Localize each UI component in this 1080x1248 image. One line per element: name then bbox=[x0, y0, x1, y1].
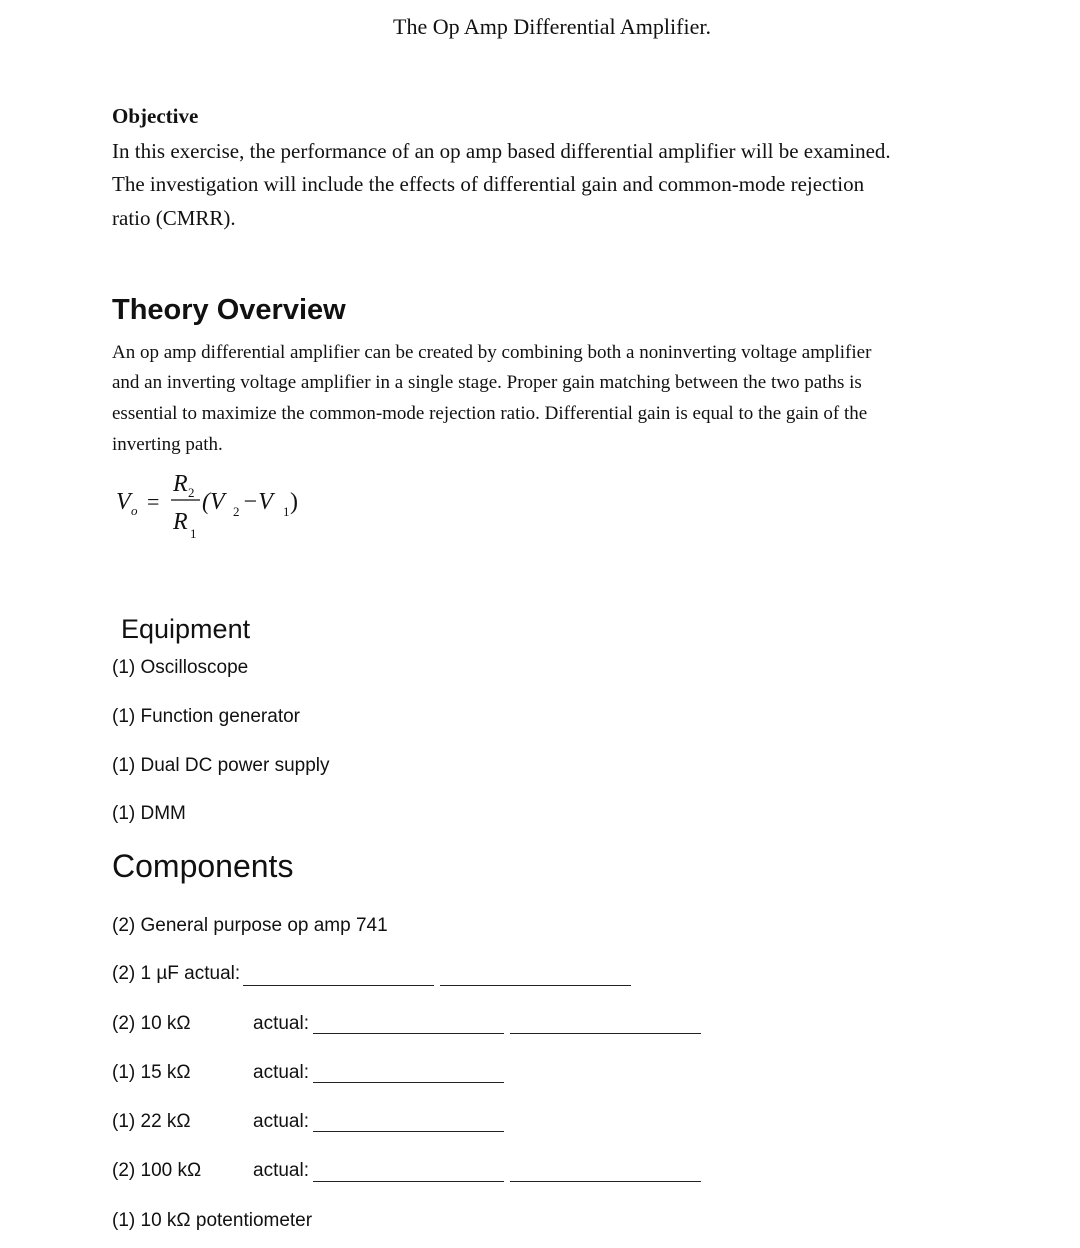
resistor-label: (1) 22 kΩ bbox=[112, 1111, 191, 1132]
actual-label: actual: bbox=[253, 1160, 309, 1181]
actual-label: actual: bbox=[253, 1111, 309, 1132]
components-heading: Components bbox=[112, 848, 294, 884]
resistor-label: (2) 100 kΩ bbox=[112, 1160, 202, 1181]
theory-heading: Theory Overview bbox=[112, 294, 346, 326]
formula-equals: = bbox=[147, 489, 160, 514]
theory-text-line: inverting path. bbox=[112, 434, 223, 455]
component-capacitor: (2) 1 µF actual: bbox=[112, 963, 241, 984]
theory-text-line: essential to maximize the common-mode rejection ratio. Differential gain is equal to the gain of the bbox=[112, 403, 868, 424]
formula-r1: R bbox=[173, 509, 188, 535]
document-title: The Op Amp Differential Amplifier. bbox=[393, 14, 711, 39]
formula-close-paren: ) bbox=[290, 489, 298, 515]
theory-text-line: and an inverting voltage amplifier in a single stage. Proper gain matching between the two paths is bbox=[112, 372, 862, 393]
equipment-item: (1) Oscilloscope bbox=[112, 657, 249, 678]
formula-v2-sub: 2 bbox=[233, 504, 240, 519]
formula-r1-sub: 1 bbox=[190, 526, 197, 541]
formula-vo-sub: o bbox=[131, 503, 138, 518]
resistor-100k-blank-1[interactable] bbox=[313, 1181, 504, 1182]
equipment-item: (1) Function generator bbox=[112, 706, 300, 727]
formula-v2: (V bbox=[202, 489, 225, 515]
capacitor-blank-1[interactable] bbox=[243, 985, 434, 986]
resistor-22k-blank[interactable] bbox=[313, 1131, 504, 1132]
formula-vo: V bbox=[116, 489, 131, 515]
actual-label: actual: bbox=[253, 1062, 309, 1083]
formula-r2: R bbox=[173, 471, 188, 497]
objective-text-line: In this exercise, the performance of an op amp based differential amplifier will be examined. bbox=[112, 139, 891, 163]
actual-label: actual: bbox=[253, 1013, 309, 1034]
formula-r2-sub: 2 bbox=[188, 485, 195, 500]
resistor-100k-blank-2[interactable] bbox=[510, 1181, 701, 1182]
capacitor-blank-2[interactable] bbox=[440, 985, 631, 986]
resistor-10k-blank-2[interactable] bbox=[510, 1033, 701, 1034]
resistor-label: (1) 15 kΩ bbox=[112, 1062, 191, 1083]
equipment-heading: Equipment bbox=[121, 614, 251, 644]
objective-text-line: ratio (CMRR). bbox=[112, 206, 236, 230]
objective-text-line: The investigation will include the effects of differential gain and common-mode rejection bbox=[112, 172, 865, 196]
gain-formula bbox=[112, 466, 332, 546]
theory-text-line: An op amp differential amplifier can be created by combining both a noninverting voltage amplifier bbox=[112, 342, 872, 363]
resistor-label: (2) 10 kΩ bbox=[112, 1013, 191, 1034]
resistor-15k-blank[interactable] bbox=[313, 1082, 504, 1083]
objective-heading: Objective bbox=[112, 104, 199, 128]
equipment-item: (1) DMM bbox=[112, 803, 186, 824]
formula-v1: −V bbox=[242, 489, 273, 515]
equipment-item: (1) Dual DC power supply bbox=[112, 755, 330, 776]
resistor-10k-blank-1[interactable] bbox=[313, 1033, 504, 1034]
component-op-amp: (2) General purpose op amp 741 bbox=[112, 915, 388, 936]
formula-v1-sub: 1 bbox=[283, 504, 290, 519]
component-potentiometer: (1) 10 kΩ potentiometer bbox=[112, 1210, 313, 1231]
